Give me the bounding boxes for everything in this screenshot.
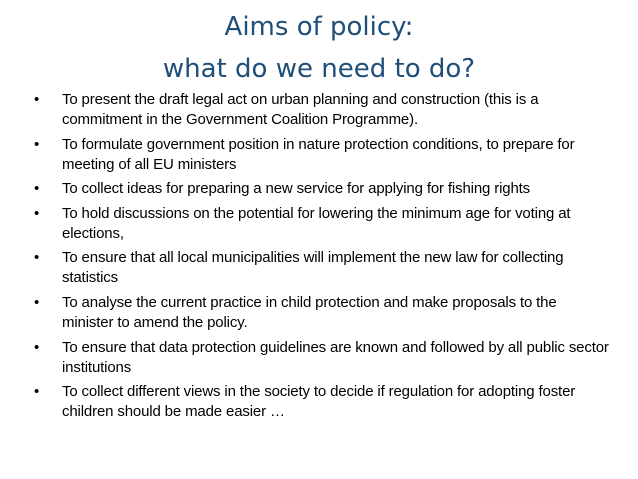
bullet-text: To formulate government position in nature protection conditions, to prepare for meeting of all EU ministers	[62, 135, 575, 173]
bullet-icon: •	[34, 204, 40, 222]
bullet-icon: •	[34, 338, 40, 356]
bullet-text: To hold discussions on the potential for lowering the minimum age for voting at elections,	[62, 204, 571, 242]
bullet-text: To analyse the current practice in child protection and make proposals to the minister to amend the policy.	[62, 293, 557, 331]
slide-title-line-1: Aims of policy:	[224, 12, 414, 42]
bullet-icon: •	[34, 249, 40, 267]
bullet-item	[34, 179, 609, 199]
bullet-icon: •	[34, 383, 40, 401]
bullet-item	[34, 204, 609, 244]
slide-title	[0, 6, 638, 90]
bullet-list	[34, 90, 609, 427]
bullet-item	[34, 293, 609, 333]
bullet-text: To ensure that all local municipalities will implement the new law for collecting statistics	[62, 249, 564, 287]
bullet-text: To collect different views in the society to decide if regulation for adopting foster children should be made easier …	[62, 383, 576, 421]
bullet-item	[34, 248, 609, 288]
bullet-item	[34, 338, 609, 378]
bullet-icon: •	[34, 91, 40, 108]
bullet-text: To ensure that data protection guidelines are known and followed by all public sector institutions	[62, 338, 609, 376]
bullet-icon: •	[34, 293, 40, 311]
bullet-item	[34, 135, 609, 175]
bullet-text: To collect ideas for preparing a new service for applying for fishing rights	[62, 180, 531, 198]
bullet-item	[34, 382, 609, 422]
bullet-icon: •	[34, 135, 40, 153]
slide-title-line-2: what do we need to do?	[162, 54, 476, 84]
bullet-icon: •	[34, 180, 40, 198]
bullet-text: To present the draft legal act on urban planning and construction (this is a commitment in the Government Coalition Programme).	[62, 91, 539, 128]
bullet-item	[34, 90, 609, 130]
